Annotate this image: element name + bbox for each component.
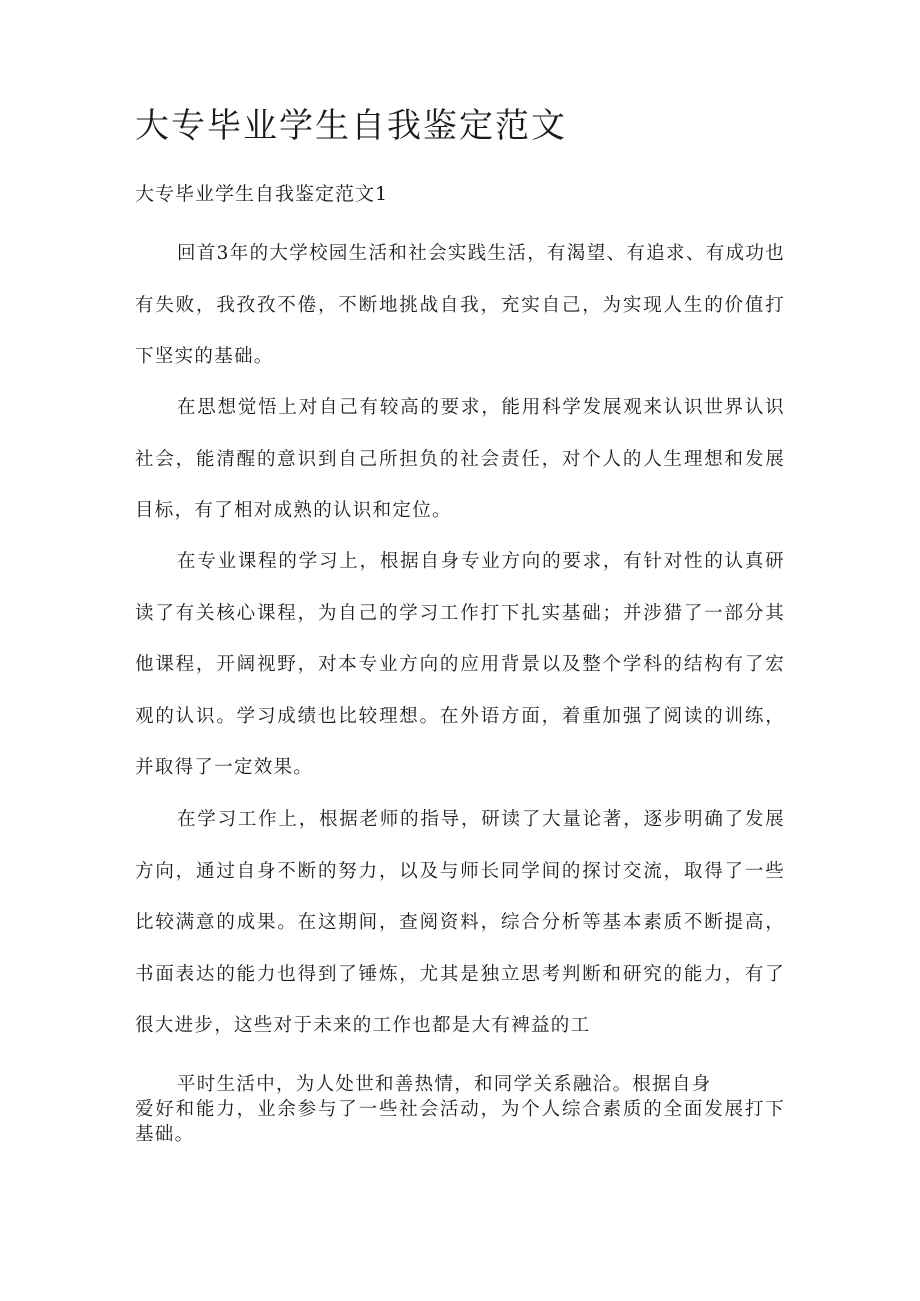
paragraph-4: 在学习工作上，根据老师的指导，研读了大量论著，逐步明确了发展方向，通过自身不断的努力，以及与师长同学间的探讨交流，取得了一些比较满意的成果。在这期间，查阅资料，综合分析等基本素质不断提高，书面表达的能力也得到了锤炼，尤其是独立思考判断和研究的能力，有了很大进步，这些对于未来的工作也都是大有裨益的工 bbox=[135, 809, 785, 1036]
document-subtitle: 大专毕业学生自我鉴定范文1 bbox=[135, 183, 389, 205]
paragraph-5-rest: 爱好和能力，业余参与了一些社会活动，为个人综合素质的全面发展打下基础。 bbox=[135, 1099, 785, 1145]
document-title: 大专毕业学生自我鉴定范文 bbox=[135, 106, 567, 146]
paragraph-3: 在专业课程的学习上，根据自身专业方向的要求，有针对性的认真研读了有关核心课程，为自己的学习工作打下扎实基础；并涉猎了一部分其他课程，开阔视野，对本专业方向的应用背景以及整个学科的结构有了宏观的认识。学习成绩也比较理想。在外语方面，着重加强了阅读的训练，并取得了一定效果。 bbox=[135, 551, 785, 778]
paragraph-1: 回首3年的大学校园生活和社会实践生活，有渴望、有追求、有成功也有失败，我孜孜不倦，不断地挑战自我，充实自己，为实现人生的价值打下坚实的基础。 bbox=[135, 243, 785, 367]
paragraph-2: 在思想觉悟上对自己有较高的要求，能用科学发展观来认识世界认识社会，能清醒的意识到自己所担负的社会责任，对个人的人生理想和发展目标，有了相对成熟的认识和定位。 bbox=[135, 397, 785, 521]
paragraph-5-start: 平时生活中，为人处世和善热情，和同学关系融洽。根据自身 bbox=[177, 1074, 712, 1095]
